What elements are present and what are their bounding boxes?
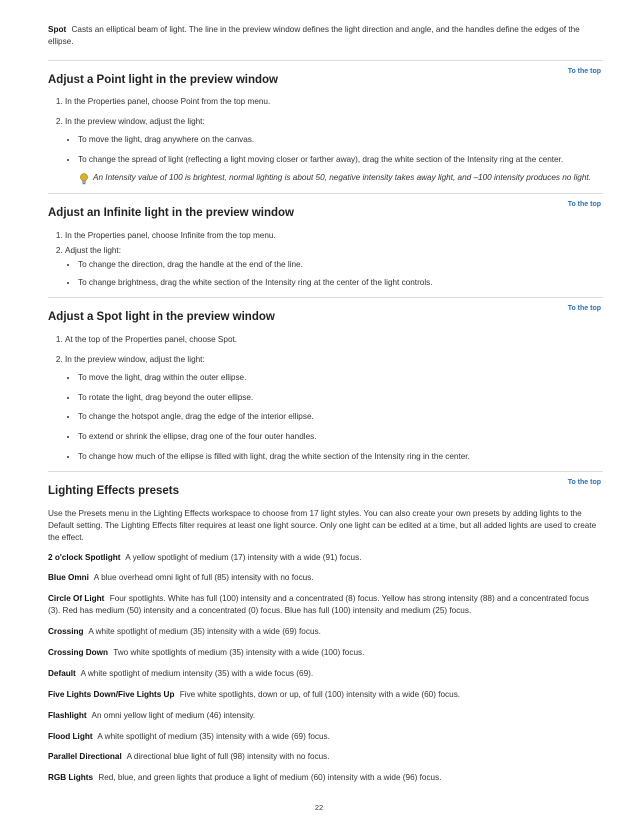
spot-description: Casts an elliptical beam of light. The line in the preview window defines the light direction and angle, and the handles define the edges of the ellipse. bbox=[48, 25, 580, 46]
spot-definition bbox=[48, 24, 603, 48]
preset-item bbox=[48, 626, 603, 638]
tip-text: An Intensity value of 100 is brightest, normal lighting is about 50, negative intensity takes away light, and –100 intensity produces no light. bbox=[93, 173, 591, 183]
preset-item bbox=[48, 572, 603, 584]
presets-intro: Use the Presets menu in the Lighting Effects workspace to choose from 17 light styles. You can also create your own presets by adding lights to the Default setting. The Lighting Effects filter requires at least one light source. Only one light can be edited at a time, but all added lights are used to create the effect. bbox=[48, 508, 597, 542]
to-the-top-link[interactable]: To the top bbox=[567, 479, 601, 487]
preset-desc: A white spotlight of medium (35) intensity with a wide (69) focus. bbox=[88, 627, 321, 637]
bullet-item: • To change the spread of light (reflecting a light moving closer or farther away), drag the white section of the Intensity ring at the center. bbox=[78, 154, 603, 166]
preset-desc: An omni yellow light of medium (46) intensity. bbox=[91, 710, 256, 720]
step-1: 1. At the top of the Properties panel, choose Spot. bbox=[65, 334, 603, 346]
to-the-top-link[interactable]: To the top bbox=[567, 201, 601, 209]
step-2-text: In the preview window, adjust the light: bbox=[65, 117, 205, 127]
step-2-text: In the preview window, adjust the light: bbox=[65, 354, 205, 364]
section-heading: Adjust a Spot light in the preview window bbox=[48, 311, 275, 324]
bullet-item: • To change how much of the ellipse is filled with light, drag the white section of the Intensity ring in the center. bbox=[78, 451, 603, 463]
preset-item bbox=[48, 772, 603, 784]
preset-name: 2 o'clock Spotlight bbox=[48, 552, 121, 562]
preset-item bbox=[48, 731, 603, 743]
bullet-list bbox=[65, 372, 603, 463]
bullet-list bbox=[65, 259, 603, 289]
preset-item bbox=[48, 689, 603, 701]
steps-list bbox=[48, 230, 603, 290]
step-2 bbox=[65, 116, 603, 185]
step-1: 1. In the Properties panel, choose Point from the top menu. bbox=[65, 96, 603, 108]
bullet-item: • To extend or shrink the ellipse, drag one of the four outer handles. bbox=[78, 431, 603, 443]
spot-term: Spot bbox=[48, 25, 67, 34]
preset-desc: Four spotlights. White has full (100) intensity and a concentrated (8) focus. Yellow has strong intensity (88) and a concentrated focus (3). Red has medium (50) intensity and a concentrated (0) focus. Blue has full (100) intensity and medium (25) focus. bbox=[48, 594, 589, 616]
step-1: 1. In the Properties panel, choose Infinite from the top menu. bbox=[65, 230, 603, 242]
steps-list bbox=[48, 334, 603, 463]
preset-desc: A directional blue light of full (98) intensity with no focus. bbox=[126, 752, 330, 762]
section-heading: Lighting Effects presets bbox=[48, 485, 179, 498]
bullet-item: • To change the hotspot angle, drag the edge of the interior ellipse. bbox=[78, 411, 603, 423]
preset-desc: A white spotlight of medium intensity (35) with a wide focus (69). bbox=[80, 668, 314, 678]
preset-name: Default bbox=[48, 668, 76, 678]
bullet-item: • To rotate the light, drag beyond the outer ellipse. bbox=[78, 392, 603, 404]
preset-name: Parallel Directional bbox=[48, 752, 122, 762]
bullet-item: • To change brightness, drag the white section of the Intensity ring at the center of the light controls. bbox=[78, 277, 603, 289]
section-heading: Adjust an Infinite light in the preview window bbox=[48, 207, 294, 220]
step-2 bbox=[65, 354, 603, 463]
preset-name: Crossing Down bbox=[48, 647, 109, 657]
preset-desc: Two white spotlights of medium (35) intensity with a wide (100) focus. bbox=[113, 647, 365, 657]
bullet-list bbox=[65, 134, 603, 166]
step-2 bbox=[65, 245, 603, 290]
steps-list bbox=[48, 96, 603, 185]
preset-name: Flashlight bbox=[48, 710, 87, 720]
preset-name: Crossing bbox=[48, 627, 84, 637]
bullet-item: • To move the light, drag anywhere on the canvas. bbox=[78, 134, 603, 146]
to-the-top-link[interactable]: To the top bbox=[567, 305, 601, 313]
preset-item bbox=[48, 593, 603, 617]
preset-name: RGB Lights bbox=[48, 773, 94, 783]
to-the-top-link[interactable]: To the top bbox=[567, 67, 601, 75]
step-2-text: Adjust the light: bbox=[65, 245, 121, 255]
preset-desc: Red, blue, and green lights that produce a light of medium (60) intensity with a wide (96) focus. bbox=[98, 773, 442, 783]
preset-item bbox=[48, 710, 603, 722]
section-heading: Adjust a Point light in the preview window bbox=[48, 73, 279, 86]
document-page bbox=[48, 24, 603, 793]
preset-item bbox=[48, 647, 603, 659]
section-spot-light bbox=[48, 297, 603, 463]
bullet-item: • To change the direction, drag the handle at the end of the line. bbox=[78, 259, 603, 271]
preset-item bbox=[48, 552, 603, 564]
preset-desc: A blue overhead omni light of full (85) intensity with no focus. bbox=[93, 573, 314, 583]
preset-name: Five Lights Down/Five Lights Up bbox=[48, 689, 175, 699]
page-number: 22 bbox=[314, 803, 324, 812]
preset-name: Circle Of Light bbox=[48, 594, 105, 604]
tip-note bbox=[65, 172, 603, 185]
section-point-light bbox=[48, 60, 603, 185]
preset-desc: A yellow spotlight of medium (17) intensity with a wide (91) focus. bbox=[125, 552, 362, 562]
preset-name: Flood Light bbox=[48, 731, 93, 741]
preset-desc: A white spotlight of medium (35) intensity with a wide (69) focus. bbox=[97, 731, 330, 741]
preset-item bbox=[48, 751, 603, 763]
lightbulb-icon bbox=[79, 173, 89, 185]
preset-name: Blue Omni bbox=[48, 573, 89, 583]
preset-desc: Five white spotlights, down or up, of full (100) intensity with a wide (60) focus. bbox=[179, 689, 461, 699]
preset-item bbox=[48, 668, 603, 680]
section-infinite-light bbox=[48, 193, 603, 289]
section-lighting-presets bbox=[48, 471, 603, 784]
bullet-item: • To move the light, drag within the outer ellipse. bbox=[78, 372, 603, 384]
